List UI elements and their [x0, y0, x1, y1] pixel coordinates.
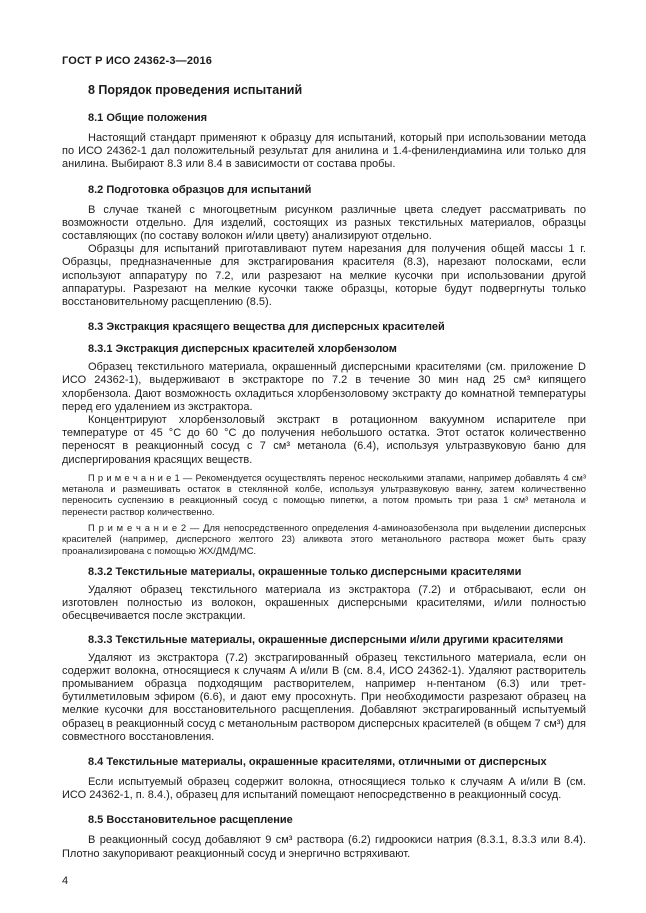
section-heading: 8.3.1 Экстракция дисперсных красителей хлорбензолом — [88, 343, 397, 356]
body-paragraph: Удаляют из экстрактора (7.2) экстрагированный образец текстильного материала, если он содержит волокна, относящиеся к случаям A и/или B (см. 8.4, ИСО 24362-1). Удаляют растворитель промыванием образца подходящим растворителем, например н-пентаном (6.3) или трет-бутилметиловым эфиром (6.6), и дают ему просохнуть. При необходимости разрезают образец на мелкие кусочки для восстановительного расщепления. Добавляют экстрагированный испытуемый образец в реакционный сосуд с метанольным раствором дисперсных красителей (в общем 7 см³) для совместного восстановления. — [62, 651, 586, 743]
body-paragraph: Удаляют образец текстильного материала из экстрактора (7.2) и отбрасывают, если он изготовлен полностью из волокон, окрашенных дисперсными красителями, и/или полностью обесцвечивается после экстракции. — [62, 583, 586, 623]
body-paragraph: Образец текстильного материала, окрашенный дисперсными красителями (см. приложение D ИСО 24362-1), выдерживают в экстракторе по 7.2 в течение 30 мин над 25 см³ кипящего хлорбензола. Дают возможность охладиться хлорбензоловому экстракту до комнатной температуры перед его удалением из экстрактора. — [62, 361, 586, 413]
section-heading: 8.3 Экстракция красящего вещества для дисперсных красителей — [88, 321, 445, 334]
section-heading: 8.2 Подготовка образцов для испытаний — [88, 183, 312, 196]
running-header: ГОСТ Р ИСО 24362-3—2016 — [62, 55, 213, 67]
body-paragraph: Концентрируют хлорбензоловый экстракт в ротационном вакуумном испарителе при температуре от 45 °С до 60 °С до получения небольшого остатка. Этот остаток количественно переносят в реакционный сосуд с 7 см³ метанола (6.4), используя ультразвуковую баню для диспергирования красящих веществ. — [62, 414, 586, 466]
section-heading: 8.3.3 Текстильные материалы, окрашенные дисперсными и/или другими красителями — [88, 633, 564, 646]
section-heading: 8.1 Общие положения — [88, 112, 208, 124]
page-number: 4 — [62, 875, 69, 887]
body-paragraph: Настоящий стандарт применяют к образцу для испытаний, который при использовании метода по ИСО 24362-1 дал положительный результат для анилина и 1.4-фенилендиамина или только для анилина. Выбирают 8.3 или 8.4 в зависимости от состава пробы. — [62, 132, 586, 171]
note-paragraph: П р и м е ч а н и е 1 — Рекомендуется осуществлять перенос несколькими этапами, например добавлять 4 см³ метанола и размешивать остаток в стеклянной колбе, используя ультразвуковую ванну, затем количественно переносить суспензию в реакционный сосуд с помощью пипетки, а потом промыть три раза 1 см³ метанола и перенести раствор количественно. — [62, 471, 586, 517]
section-heading: 8.3.2 Текстильные материалы, окрашенные только дисперсными красителями — [88, 565, 522, 578]
document-body — [62, 83, 586, 861]
body-paragraph: Образцы для испытаний приготавливают путем нарезания для получения общей массы 1 г. Образцы, предназначенные для экстрагирования красителя (8.3), нарезают полосками, если используют аппаратуру по 7.2, или разрезают на мелкие кусочки при использовании другой аппаратуры. Разрезают на мелкие кусочки также образцы, которые будут подвергнуты только восстановительному расщеплению (8.5). — [62, 243, 586, 309]
body-paragraph: В реакционный сосуд добавляют 9 см³ раствора (6.2) гидроокиси натрия (8.3.1, 8.3.3 или 8.4). Плотно закупоривают реакционный сосуд и энергично встряхивают. — [62, 834, 586, 860]
note-paragraph: П р и м е ч а н и е 2 — Для непосредственного определения 4-аминоазобензола при выделении дисперсных красителей (например, дисперсного желтого 23) аликвота этого метанольного раствора может быть сразу проанализирована с помощью ЖХ/ДМД/МС. — [62, 522, 586, 556]
section-heading: 8.5 Восстановительное расщепление — [88, 814, 293, 827]
section-heading: 8.4 Текстильные материалы, окрашенные красителями, отличными от дисперсных — [88, 755, 547, 768]
chapter-heading: 8 Порядок проведения испытаний — [88, 83, 303, 97]
body-paragraph: Если испытуемый образец содержит волокна, относящиеся только к случаям A и/или B (см. ИСО 24362-1, п. 8.4.), образец для испытаний помещают непосредственно в реакционный сосуд. — [62, 775, 586, 802]
body-paragraph: В случае тканей с многоцветным рисунком различные цвета следует рассматривать по возможности отдельно. Для изделий, состоящих из разных текстильных материалов, образцы составляющих (по составу волокон и/или цвету) анализируют отдельно. — [62, 203, 586, 243]
